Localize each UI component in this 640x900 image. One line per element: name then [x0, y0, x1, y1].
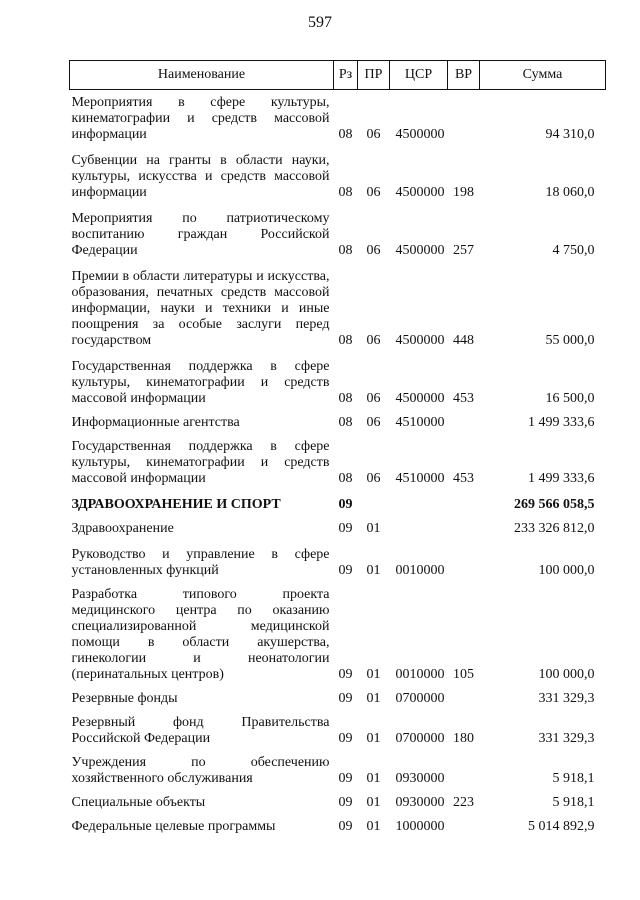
row-rz: 08 — [338, 185, 353, 200]
row-pr: 06 — [366, 415, 381, 430]
row-sum: 5 918,1 — [552, 771, 595, 786]
row-pr: 01 — [366, 771, 381, 786]
table-body — [70, 90, 606, 836]
row-sum: 100 000,0 — [538, 563, 595, 578]
row-csr — [390, 487, 448, 513]
table-row — [70, 747, 606, 787]
row-pr: 06 — [366, 127, 381, 142]
row-csr: 0010000 — [395, 563, 445, 578]
table-row — [70, 579, 606, 683]
row-name: Резервный фонд Правительства Российской Федерации — [71, 715, 330, 746]
row-vr — [448, 407, 480, 431]
table-row — [70, 537, 606, 579]
row-sum: 18 060,0 — [545, 185, 595, 200]
table-row — [70, 707, 606, 747]
row-csr: 4500000 — [395, 127, 445, 142]
row-rz: 09 — [338, 819, 353, 834]
row-rz: 09 — [338, 563, 353, 578]
row-vr — [448, 487, 480, 513]
row-rz: 09 — [338, 731, 353, 746]
row-rz: 09 — [338, 667, 353, 682]
row-vr: 257 — [453, 243, 474, 258]
row-name: Разработка типового проекта медицинского центра по оказанию специализированной медицинской помощи в области акушерства, гинекологии и неонатологии (перинатальных центров) — [71, 587, 330, 682]
row-vr: 105 — [453, 667, 474, 682]
row-pr — [358, 487, 390, 513]
row-rz: 08 — [338, 333, 353, 348]
row-csr: 4510000 — [395, 471, 445, 486]
row-rz: 09 — [338, 771, 353, 786]
row-sum: 16 500,0 — [545, 391, 595, 406]
table-header — [70, 61, 606, 90]
row-vr — [448, 513, 480, 537]
row-pr: 01 — [366, 563, 381, 578]
row-pr: 06 — [366, 471, 381, 486]
table-row — [70, 201, 606, 259]
row-rz: 09 — [338, 795, 353, 810]
row-sum: 55 000,0 — [545, 333, 595, 348]
row-rz: 09 — [338, 521, 353, 536]
row-csr: 0930000 — [395, 795, 445, 810]
table-row — [70, 259, 606, 349]
row-sum: 94 310,0 — [545, 127, 595, 142]
row-rz: 09 — [338, 497, 353, 512]
row-rz: 08 — [338, 127, 353, 142]
row-name: Субвенции на гранты в области науки, культуры, искусства и средств массовой информации — [71, 153, 330, 200]
row-vr: 180 — [453, 731, 474, 746]
row-name: Специальные объекты — [71, 795, 206, 810]
row-rz: 08 — [338, 243, 353, 258]
row-csr: 4510000 — [395, 415, 445, 430]
row-csr: 0700000 — [395, 731, 445, 746]
page-number: 597 — [308, 14, 332, 31]
row-pr: 01 — [366, 819, 381, 834]
table-row — [70, 787, 606, 811]
header-rz: Рз — [334, 61, 358, 90]
row-name: Учреждения по обеспечению хозяйственного обслуживания — [71, 755, 330, 786]
row-pr: 01 — [366, 731, 381, 746]
row-name: Государственная поддержка в сфере культуры, кинематографии и средств массовой информации — [71, 359, 330, 406]
row-csr — [390, 513, 448, 537]
row-pr: 01 — [366, 795, 381, 810]
row-name: Информационные агентства — [71, 415, 240, 430]
row-csr: 4500000 — [395, 391, 445, 406]
table-row — [70, 90, 606, 144]
row-name: Мероприятия в сфере культуры, кинематографии и средств массовой информации — [71, 95, 330, 142]
row-csr: 4500000 — [395, 243, 445, 258]
row-csr: 0930000 — [395, 771, 445, 786]
row-sum: 100 000,0 — [538, 667, 595, 682]
row-sum: 4 750,0 — [552, 243, 595, 258]
row-name: Руководство и управление в сфере установленных функций — [71, 547, 330, 578]
row-rz: 08 — [338, 471, 353, 486]
budget-table — [69, 60, 606, 835]
row-sum: 269 566 058,5 — [514, 497, 595, 512]
row-name: Федеральные целевые программы — [71, 819, 276, 834]
row-pr: 01 — [366, 667, 381, 682]
row-sum: 233 326 812,0 — [514, 521, 595, 536]
row-sum: 5 014 892,9 — [528, 819, 595, 834]
row-vr: 198 — [453, 185, 474, 200]
table-row — [70, 513, 606, 537]
header-sum: Сумма — [480, 61, 606, 90]
table-row — [70, 143, 606, 201]
row-sum: 331 329,3 — [538, 691, 595, 706]
row-csr: 4500000 — [395, 333, 445, 348]
header-pr: ПР — [358, 61, 390, 90]
table-row — [70, 811, 606, 835]
row-name: Здравоохранение — [71, 521, 174, 536]
row-rz: 08 — [338, 391, 353, 406]
row-vr — [448, 747, 480, 787]
table-row — [70, 349, 606, 407]
row-vr — [448, 537, 480, 579]
row-vr — [448, 90, 480, 144]
row-vr: 453 — [453, 471, 474, 486]
row-vr: 453 — [453, 391, 474, 406]
row-name: Резервные фонды — [71, 691, 178, 706]
row-vr: 223 — [453, 795, 474, 810]
row-rz: 09 — [338, 691, 353, 706]
row-name: Премии в области литературы и искусства, образования, печатных средств массовой информации, науки и техники и иные поощрения за особые заслуги перед государством — [71, 269, 330, 348]
row-vr — [448, 811, 480, 835]
row-pr: 06 — [366, 333, 381, 348]
row-sum: 331 329,3 — [538, 731, 595, 746]
header-vr: ВР — [448, 61, 480, 90]
row-sum: 1 499 333,6 — [528, 471, 595, 486]
table-row — [70, 431, 606, 487]
row-sum: 1 499 333,6 — [528, 415, 595, 430]
table-row — [70, 487, 606, 513]
row-pr: 06 — [366, 185, 381, 200]
table-row — [70, 407, 606, 431]
table-row — [70, 683, 606, 707]
row-name: ЗДРАВООХРАНЕНИЕ И СПОРТ — [71, 497, 281, 512]
row-csr: 0700000 — [395, 691, 445, 706]
row-pr: 01 — [366, 691, 381, 706]
row-vr — [448, 683, 480, 707]
row-vr: 448 — [453, 333, 474, 348]
row-pr: 06 — [366, 391, 381, 406]
row-csr: 4500000 — [395, 185, 445, 200]
header-row — [70, 61, 606, 90]
row-pr: 01 — [366, 521, 381, 536]
header-csr: ЦСР — [390, 61, 448, 90]
header-name: Наименование — [70, 61, 334, 90]
row-rz: 08 — [338, 415, 353, 430]
row-name: Мероприятия по патриотическому воспитанию граждан Российской Федерации — [71, 211, 330, 258]
row-sum: 5 918,1 — [552, 795, 595, 810]
row-name: Государственная поддержка в сфере культуры, кинематографии и средств массовой информации — [71, 439, 330, 486]
row-pr: 06 — [366, 243, 381, 258]
row-csr: 1000000 — [395, 819, 445, 834]
row-csr: 0010000 — [395, 667, 445, 682]
